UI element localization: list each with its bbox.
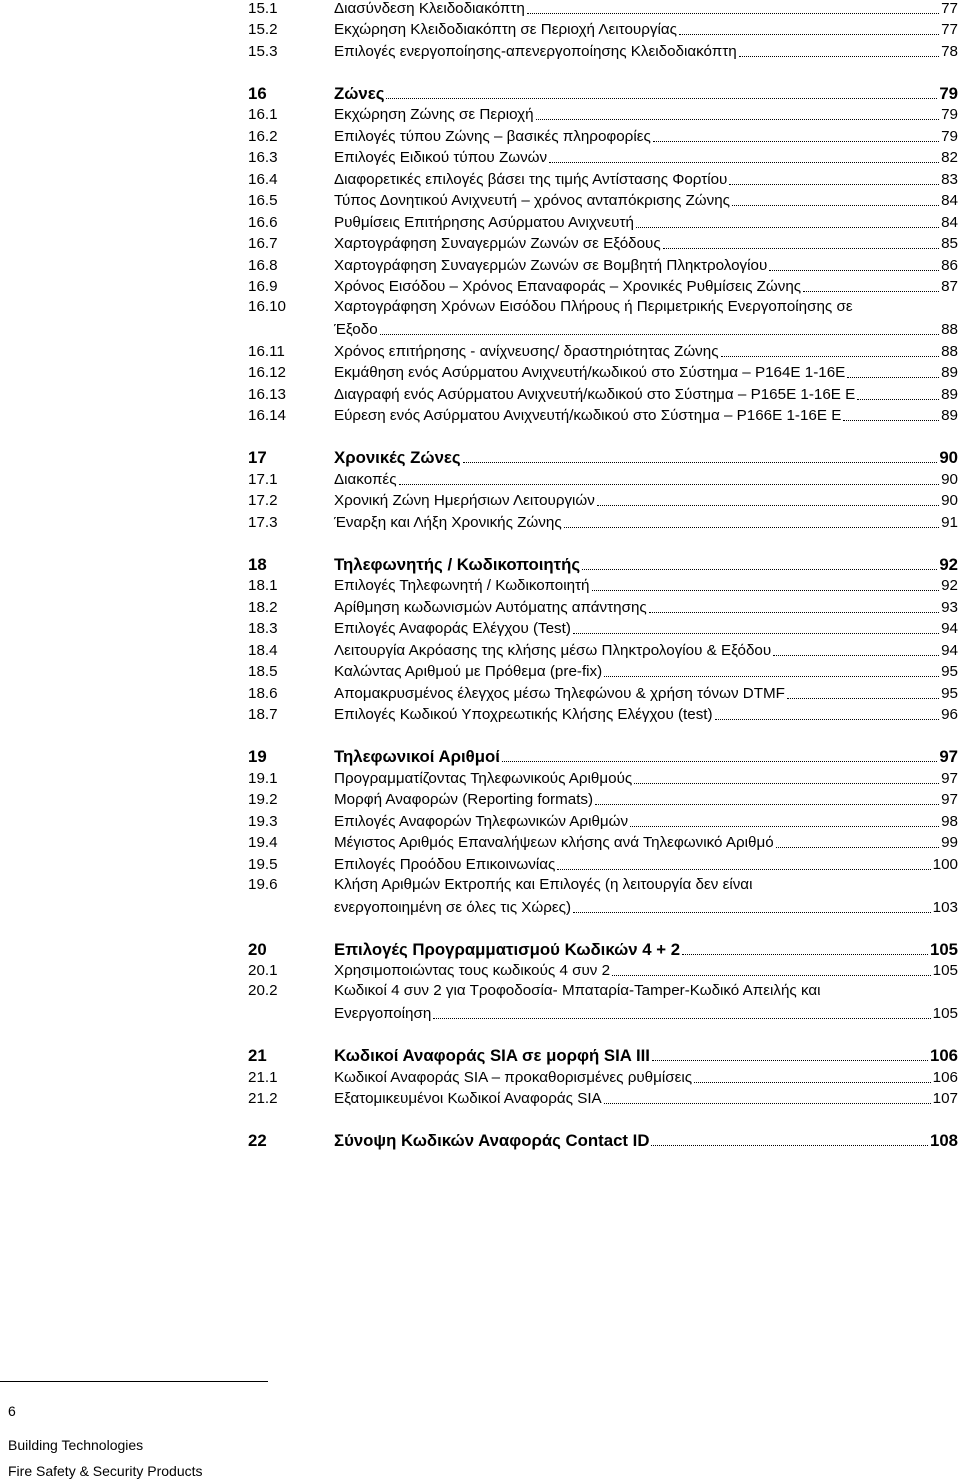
toc-entry-title: Καλώντας Αριθμού με Πρόθεμα (pre-fix) <box>334 663 603 680</box>
toc-entry-number: 16.3 <box>248 149 278 166</box>
toc-entry-text <box>334 834 958 852</box>
toc-entry[interactable] <box>248 18 958 40</box>
toc-entry-page: 89 <box>941 407 958 424</box>
toc-entry-number: 16.11 <box>248 342 285 360</box>
toc-entry-number: 16.8 <box>248 256 278 274</box>
toc-entry-text <box>334 813 958 831</box>
toc-entry[interactable] <box>248 103 958 125</box>
toc-entry-title: Εκμάθηση ενός Ασύρματου Ανιχνευτή/κωδικού στο Σύστημα – P164E 1-16E <box>334 364 846 381</box>
toc-entry-number: 16.9 <box>248 278 278 295</box>
dot-leader <box>651 1145 928 1146</box>
toc-entry-page: 93 <box>941 598 958 616</box>
toc-entry-title: Χρόνος επιτήρησης - ανίχνευσης/ δραστηριότητας Ζώνης <box>334 342 719 360</box>
dot-leader <box>653 141 939 142</box>
toc-entry-page: 97 <box>941 769 958 787</box>
dot-leader <box>380 334 939 335</box>
toc-entry-number: 15.3 <box>248 42 278 60</box>
toc-entry-number: 16.7 <box>248 235 278 252</box>
toc-entry[interactable] <box>248 167 958 189</box>
toc-entry[interactable] <box>248 210 958 232</box>
toc-entry-page: 92 <box>941 577 958 594</box>
toc-entry-text <box>334 257 958 275</box>
toc-entry-text <box>334 1069 958 1087</box>
toc-entry-text <box>334 962 958 980</box>
table-of-contents <box>248 0 958 1150</box>
dot-leader <box>803 291 939 292</box>
toc-entry-title: Κλήση Αριθμών Εκτροπής και Επιλογές (η λειτουργία δεν είναι <box>334 875 753 893</box>
toc-entry-title: Εύρεση ενός Ασύρματου Ανιχνευτή/κωδικού στο Σύστημα – P166E 1-16E E <box>334 407 842 424</box>
toc-entry-page: 99 <box>941 834 958 851</box>
toc-entry-page: 79 <box>939 83 958 103</box>
toc-entry-number: 18.3 <box>248 620 278 637</box>
toc-entry-number: 20.2 <box>248 982 278 999</box>
toc-entry-number: 16.12 <box>248 364 287 381</box>
toc-entry-title: ενεργοποιημένη σε όλες τις Χώρες) <box>334 898 572 916</box>
toc-entry-text <box>334 235 958 253</box>
toc-entry-number: 18.2 <box>248 598 278 616</box>
dot-leader <box>679 34 939 35</box>
toc-entry-text <box>334 407 958 425</box>
dot-leader <box>630 826 939 827</box>
toc-entry-title: Έναρξη και Λήξη Χρονικής Ζώνης <box>334 513 562 531</box>
dot-leader <box>502 761 937 762</box>
toc-entry-number: 19.5 <box>248 855 278 873</box>
toc-entry-page: 90 <box>941 470 958 488</box>
toc-entry-number: 19.4 <box>248 834 278 851</box>
toc-entry-title: Ενεργοποίηση <box>334 1005 432 1022</box>
toc-entry-title: Εκχώρηση Κλειδοδιακόπτη σε Περιοχή Λειτουργίας <box>334 21 677 38</box>
toc-entry-page: 86 <box>941 256 958 274</box>
toc-entry-number: 19.2 <box>248 791 278 808</box>
toc-entry-page: 77 <box>941 0 958 17</box>
toc-entry[interactable] <box>248 809 958 831</box>
toc-entry-number: 16.10 <box>248 298 287 315</box>
toc-entry-page: 84 <box>941 213 958 231</box>
toc-entry-number: 17.2 <box>248 492 278 509</box>
dot-leader <box>463 462 938 463</box>
toc-entry-title: Απομακρυσμένος έλεγχος μέσω Τηλεφώνου & χρήση τόνων DTMF <box>334 684 785 702</box>
toc-entry-text <box>334 471 958 489</box>
toc-entry-title: Μορφή Αναφορών (Reporting formats) <box>334 791 594 808</box>
toc-entry[interactable] <box>248 660 958 682</box>
toc-entry-title: Αρίθμηση κωδωνισμών Αυτόματης απάντησης <box>334 598 647 616</box>
toc-entry-text <box>334 492 958 510</box>
toc-entry-title: Τύπος Δονητικού Ανιχνευτή – χρόνος ανταπόκρισης Ζώνης <box>334 192 730 209</box>
toc-entry-page: 97 <box>941 791 958 808</box>
dot-leader <box>773 655 939 656</box>
toc-entry-page: 103 <box>932 898 958 916</box>
dot-leader <box>582 569 937 570</box>
toc-entry[interactable] <box>248 124 958 146</box>
toc-entry-text <box>334 171 958 189</box>
toc-entry-number: 19.6 <box>248 875 278 893</box>
dot-leader <box>612 975 931 976</box>
toc-entry[interactable] <box>248 831 958 853</box>
toc-entry[interactable] <box>248 0 958 18</box>
dot-leader <box>857 399 939 400</box>
toc-entry-number: 16.13 <box>248 385 287 403</box>
toc-entry[interactable] <box>248 253 958 275</box>
toc-entry-text <box>334 364 958 382</box>
toc-entry-title: Κωδικοί Αναφοράς SIA σε μορφή SIA III <box>334 1046 650 1065</box>
toc-entry-text <box>334 748 958 766</box>
toc-entry[interactable] <box>248 232 958 254</box>
dot-leader <box>663 248 939 249</box>
toc-entry-title: Κωδικοί Αναφοράς SIA – προκαθορισμένες ρυθμίσεις <box>334 1068 693 1086</box>
toc-entry[interactable] <box>248 361 958 383</box>
toc-entry-text <box>334 577 958 595</box>
toc-entry-text <box>334 770 958 788</box>
toc-chapter-entry[interactable] <box>248 80 958 103</box>
toc-entry-text <box>334 192 958 210</box>
toc-entry-title: Διαγραφή ενός Ασύρματου Ανιχνευτή/κωδικού στο Σύστημα – P165E 1-16E E <box>334 385 856 403</box>
toc-entry-number: 17 <box>248 448 267 467</box>
toc-entry-text <box>334 980 958 1023</box>
toc-entry-number: 16.6 <box>248 213 278 231</box>
toc-entry[interactable] <box>248 39 958 61</box>
dot-leader <box>557 869 930 870</box>
toc-entry-page: 106 <box>932 1068 958 1086</box>
toc-entry[interactable] <box>248 959 958 981</box>
toc-entry-title: Διασύνδεση Κλειδοδιακόπτη <box>334 0 525 17</box>
toc-entry-text <box>334 343 958 361</box>
toc-entry-line-2 <box>334 318 958 340</box>
footer-rule <box>0 1381 268 1382</box>
toc-entry-number: 19.1 <box>248 769 278 787</box>
toc-entry-number: 19 <box>248 747 267 766</box>
dot-leader <box>573 633 939 634</box>
toc-entry-title: Τηλεφωνητής / Κωδικοποιητής <box>334 554 581 574</box>
toc-entry-number: 18 <box>248 554 267 574</box>
toc-entry-page: 106 <box>930 1046 958 1065</box>
footer-company-line-2: Fire Safety & Security Products <box>8 1463 203 1479</box>
toc-entry-number: 16.2 <box>248 127 278 145</box>
toc-entry-page: 82 <box>941 149 958 166</box>
toc-entry-page: 96 <box>941 706 958 723</box>
toc-entry[interactable] <box>248 1065 958 1087</box>
dot-leader <box>847 377 939 378</box>
toc-entry-title: Χρονική Ζώνη Ημερήσιων Λειτουργιών <box>334 492 595 509</box>
toc-entry-text <box>334 1047 958 1065</box>
toc-entry-title: Επιλογές ενεργοποίησης-απενεργοποίησης Κλειδοδιακόπτη <box>334 42 737 60</box>
toc-entry-page: 105 <box>932 1005 958 1022</box>
toc-entry-title: Μέγιστος Αριθμός Επαναλήψεων κλήσης ανά Τηλεφωνικό Αριθμό <box>334 834 774 851</box>
toc-entry-page: 77 <box>941 21 958 38</box>
toc-entry-title: Διαφορετικές επιλογές βάσει της τιμής Αντίστασης Φορτίου <box>334 170 728 188</box>
dot-leader <box>634 783 939 784</box>
toc-entry-page: 88 <box>941 321 958 338</box>
toc-entry-page: 97 <box>939 747 958 766</box>
dot-leader <box>652 1060 928 1061</box>
toc-entry-number: 22 <box>248 1131 267 1150</box>
toc-entry-title: Ρυθμίσεις Επιτήρησης Ασύρματου Ανιχνευτή <box>334 213 634 231</box>
dot-leader <box>399 484 940 485</box>
toc-entry-number: 18.1 <box>248 577 278 594</box>
dot-leader <box>649 612 939 613</box>
toc-entry-title: Επιλογές Αναφοράς Ελέγχου (Test) <box>334 620 571 637</box>
toc-entry-number: 18.5 <box>248 663 278 680</box>
toc-entry-text <box>334 386 958 404</box>
toc-entry[interactable] <box>248 146 958 168</box>
toc-entry[interactable] <box>248 189 958 211</box>
toc-entry-page: 100 <box>932 855 958 873</box>
toc-entry-title: Επιλογές Αναφορών Τηλεφωνικών Αριθμών <box>334 812 629 830</box>
toc-entry-title: Επιλογές τύπου Ζώνης – βασικές πληροφορίες <box>334 127 651 145</box>
toc-entry-text <box>334 43 958 61</box>
toc-entry-page: 79 <box>941 106 958 123</box>
toc-chapter-entry[interactable] <box>248 444 958 467</box>
toc-entry-page: 87 <box>941 278 958 295</box>
toc-entry-title: Εκχώρηση Ζώνης σε Περιοχή <box>334 106 534 123</box>
dot-leader <box>769 270 939 271</box>
dot-leader <box>527 13 939 14</box>
toc-entry-page: 79 <box>941 127 958 145</box>
toc-entry-text <box>334 556 958 574</box>
toc-entry[interactable] <box>248 681 958 703</box>
toc-entry[interactable] <box>248 382 958 404</box>
toc-entry-number: 16.4 <box>248 170 278 188</box>
toc-entry[interactable] <box>248 980 958 1023</box>
toc-entry[interactable] <box>248 296 958 339</box>
toc-entry-number: 18.6 <box>248 684 278 702</box>
toc-chapter-entry[interactable] <box>248 743 958 766</box>
toc-entry-number: 19.3 <box>248 812 278 830</box>
dot-leader <box>433 1018 930 1019</box>
toc-entry-line-2 <box>334 895 958 917</box>
toc-entry-text <box>334 685 958 703</box>
toc-entry-title: Εξατομικευμένοι Κωδικοί Αναφοράς SIA <box>334 1090 602 1107</box>
toc-entry-page: 105 <box>930 939 958 959</box>
toc-entry-page: 85 <box>941 235 958 252</box>
dot-leader <box>604 676 939 677</box>
dot-leader <box>682 954 928 955</box>
toc-entry-page: 89 <box>941 364 958 381</box>
toc-entry-text <box>334 941 958 959</box>
dot-leader <box>739 56 939 57</box>
toc-entry-number: 16 <box>248 83 267 103</box>
toc-entry-number: 18.7 <box>248 706 278 723</box>
toc-entry-number: 15.2 <box>248 21 278 38</box>
dot-leader <box>776 847 939 848</box>
page-footer <box>0 1381 270 1479</box>
toc-entry-text <box>334 874 958 917</box>
dot-leader <box>604 1103 931 1104</box>
toc-entry-text <box>334 214 958 232</box>
toc-entry-page: 88 <box>941 342 958 360</box>
toc-entry-title: Επιλογές Τηλεφωνητή / Κωδικοποιητή <box>334 577 590 594</box>
toc-chapter-entry[interactable] <box>248 1127 958 1150</box>
toc-entry-title: Χαρτογράφηση Συναγερμών Ζωνών σε Βομβητή Πληκτρολογίου <box>334 256 768 274</box>
toc-entry-number: 17.3 <box>248 513 278 531</box>
toc-chapter-entry[interactable] <box>248 1042 958 1065</box>
toc-entry-title: Επιλογές Κωδικού Υποχρεωτικής Κλήσης Ελέγχου (test) <box>334 706 713 723</box>
toc-entry[interactable] <box>248 788 958 810</box>
toc-entry-number: 21 <box>248 1046 267 1065</box>
toc-entry-text <box>334 663 958 681</box>
toc-entry-text <box>334 791 958 809</box>
toc-entry[interactable] <box>248 595 958 617</box>
toc-entry[interactable] <box>248 638 958 660</box>
toc-entry-page: 94 <box>941 641 958 659</box>
toc-entry-line-2 <box>334 1002 958 1024</box>
toc-entry-title: Επιλογές Προόδου Επικοινωνίας <box>334 855 556 873</box>
dot-leader <box>595 804 939 805</box>
toc-entry-page: 94 <box>941 620 958 637</box>
toc-entry-number: 17.1 <box>248 470 278 488</box>
toc-entry-page: 89 <box>941 385 958 403</box>
toc-entry-text <box>334 85 958 103</box>
toc-entry-title: Επιλογές Ειδικού τύπου Ζωνών <box>334 149 548 166</box>
toc-entry-title: Κωδικοί 4 συν 2 για Τροφοδοσία- Μπαταρία-Tamper-Κωδικό Απειλής και <box>334 982 821 999</box>
toc-entry-title: Ζώνες <box>334 83 385 103</box>
toc-entry[interactable] <box>248 404 958 426</box>
toc-entry[interactable] <box>248 510 958 532</box>
toc-entry[interactable] <box>248 852 958 874</box>
dot-leader <box>843 420 939 421</box>
toc-entry-title: Χρόνος Εισόδου – Χρόνος Επαναφοράς – Χρονικές Ρυθμίσεις Ζώνης <box>334 278 802 295</box>
toc-entry-page: 90 <box>939 448 958 467</box>
toc-entry-page: 107 <box>932 1090 958 1107</box>
toc-entry-page: 83 <box>941 170 958 188</box>
toc-entry-text <box>334 706 958 724</box>
toc-entry-title: Χρησιμοποιώντας τους κωδικούς 4 συν 2 <box>334 962 611 979</box>
toc-entry-number: 20 <box>248 939 267 959</box>
dot-leader <box>732 205 939 206</box>
toc-entry-title: Χαρτογράφηση Συναγερμών Ζωνών σε Εξόδους <box>334 235 661 252</box>
toc-entry[interactable] <box>248 617 958 639</box>
dot-leader <box>549 162 939 163</box>
toc-entry-text <box>334 1132 958 1150</box>
toc-entry[interactable] <box>248 339 958 361</box>
dot-leader <box>592 590 940 591</box>
toc-entry-title: Διακοπές <box>334 470 397 488</box>
dot-leader <box>386 98 937 99</box>
toc-entry-text <box>334 514 958 532</box>
toc-entry[interactable] <box>248 489 958 511</box>
toc-entry-text <box>334 449 958 467</box>
toc-entry-page: 84 <box>941 192 958 209</box>
toc-entry[interactable] <box>248 574 958 596</box>
toc-entry[interactable] <box>248 766 958 788</box>
toc-entry-number: 16.5 <box>248 192 278 209</box>
toc-entry-title: Επιλογές Προγραμματισμού Κωδικών 4 + 2 <box>334 939 681 959</box>
dot-leader <box>636 227 939 228</box>
toc-entry-page: 92 <box>939 554 958 574</box>
dot-leader <box>536 119 940 120</box>
toc-entry-text <box>334 296 958 339</box>
toc-entry-title: Τηλεφωνικοί Αριθμοί <box>334 747 500 766</box>
toc-entry-title: Λειτουργία Ακρόασης της κλήσης μέσω Πληκτρολογίου & Εξόδου <box>334 641 772 659</box>
toc-entry[interactable] <box>248 467 958 489</box>
dot-leader <box>597 505 939 506</box>
page-number: 6 <box>8 1403 16 1419</box>
toc-entry-text <box>334 620 958 638</box>
toc-entry-page: 95 <box>941 684 958 702</box>
toc-entry-title: Χρονικές Ζώνες <box>334 448 461 467</box>
toc-entry-text <box>334 642 958 660</box>
toc-entry-number: 21.2 <box>248 1090 278 1107</box>
dot-leader <box>573 912 931 913</box>
toc-entry-title: Σύνοψη Κωδικών Αναφοράς Contact ID <box>334 1131 650 1150</box>
toc-entry[interactable] <box>248 275 958 297</box>
footer-company-line-1: Building Technologies <box>8 1437 144 1453</box>
toc-chapter-entry[interactable] <box>248 936 958 959</box>
toc-entry-title: Χαρτογράφηση Χρόνων Εισόδου Πλήρους ή Περιμετρικής Ενεργοποίησης σε <box>334 298 853 315</box>
toc-entry-number: 21.1 <box>248 1068 278 1086</box>
dot-leader <box>787 698 939 699</box>
toc-entry-number: 16.1 <box>248 106 278 123</box>
toc-entry-number: 15.1 <box>248 0 278 17</box>
toc-entry-page: 90 <box>941 492 958 509</box>
toc-chapter-entry[interactable] <box>248 551 958 574</box>
toc-entry-title: Προγραμματίζοντας Τηλεφωνικούς Αριθμούς <box>334 769 633 787</box>
toc-entry-number: 20.1 <box>248 962 278 979</box>
toc-entry-text <box>334 21 958 39</box>
dot-leader <box>694 1082 931 1083</box>
toc-entry-page: 108 <box>930 1131 958 1150</box>
dot-leader <box>721 356 940 357</box>
toc-entry-page: 78 <box>941 42 958 60</box>
toc-entry-text <box>334 0 958 18</box>
toc-entry-text <box>334 149 958 167</box>
toc-entry-number: 16.14 <box>248 407 287 424</box>
dot-leader <box>715 719 940 720</box>
toc-entry-text <box>334 278 958 296</box>
toc-entry[interactable] <box>248 1087 958 1109</box>
toc-entry-page: 95 <box>941 663 958 680</box>
toc-entry[interactable] <box>248 874 958 917</box>
dot-leader <box>729 184 939 185</box>
toc-entry-page: 98 <box>941 812 958 830</box>
toc-entry-text <box>334 599 958 617</box>
toc-entry-page: 91 <box>941 513 958 531</box>
toc-entry[interactable] <box>248 703 958 725</box>
toc-entry-text <box>334 106 958 124</box>
toc-entry-text <box>334 1090 958 1108</box>
dot-leader <box>564 527 939 528</box>
toc-entry-text <box>334 128 958 146</box>
toc-entry-page: 105 <box>932 962 958 979</box>
toc-entry-number: 18.4 <box>248 641 278 659</box>
toc-entry-text <box>334 856 958 874</box>
toc-entry-title: Έξοδο <box>334 321 378 338</box>
